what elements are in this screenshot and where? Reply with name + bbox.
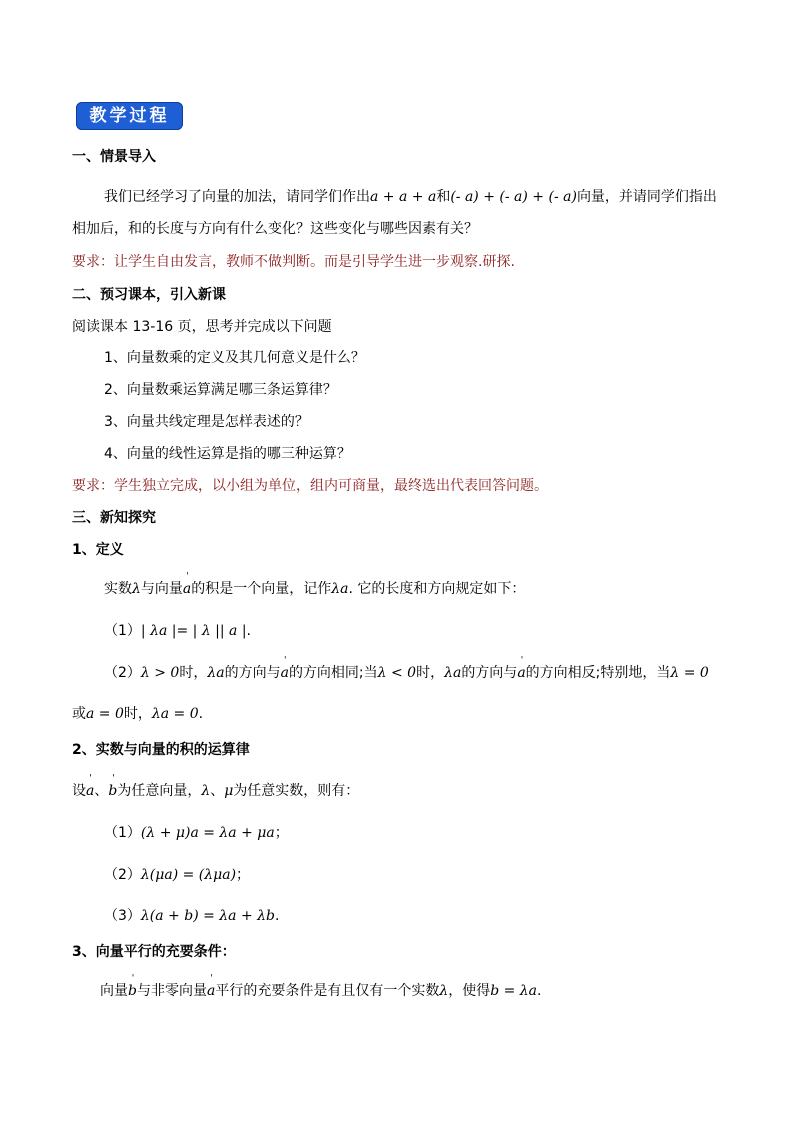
formula-magnitude: | λa |= | λ || a | [140,623,247,639]
subheading-definition: 1、定义 [72,542,124,558]
question-2: 2、向量数乘运算满足哪三条运算律？ [104,382,337,398]
intro-paragraph-line1: 我们已经学习了向量的加法，请同学们作出a + a + a和(- a) + (- a) + (- a)向量，并请同学们指出 [104,189,717,205]
section-heading-1: 一、情景导入 [72,149,156,165]
subheading-laws: 2、实数与向量的积的运算律 [72,742,250,758]
question-3: 3、向量共线定理是怎样表述的？ [104,414,309,430]
requirement-2: 要求：学生独立完成，以小组为单位，组内可商量，最终选出代表回答问题。 [72,478,548,494]
rule-2: （2）λ > 0时，λa的方向与' a的方向相同;当λ < 0时，λa的方向与' a的方向相反;特别地，当λ = 0 [104,662,709,682]
subheading-parallel-condition: 3、向量平行的充要条件： [72,944,236,960]
rule-2-cont: 或a = 0时，λa = 0. [72,706,204,722]
laws-intro: 设' a、' b为任意向量，λ、μ为任意实数，则有： [72,780,359,800]
law-3: （3）λ(a + b) = λa + λb. [104,908,280,924]
intro-paragraph-line2: 相加后，和的长度与方向有什么变化？这些变化与哪些因素有关？ [72,221,478,237]
reading-instruction: 阅读课本 13-16 页，思考并完成以下问题 [72,319,332,335]
rule-1: （1）| λa |= | λ || a |. [104,623,251,639]
definition-sentence: 实数λ与向量' a的积是一个向量，记作λa. 它的长度和方向规定如下： [104,578,525,598]
section-badge: 教学过程 [76,102,183,130]
section-heading-3: 三、新知探究 [72,510,156,526]
section-heading-2: 二、预习课本，引入新课 [72,287,226,303]
parallel-condition: 向量' b与非零向量' a平行的充要条件是有且仅有一个实数λ，使得b = λa. [100,980,541,1000]
question-1: 1、向量数乘的定义及其几何意义是什么？ [104,350,365,366]
expr-sum-a: a + a + a [370,189,437,205]
law-2: （2）λ(μa) = (λμa)； [104,867,251,883]
requirement-1: 要求：让学生自由发言，教师不做判断。而是引导学生进一步观察.研探. [72,254,515,270]
question-4: 4、向量的线性运算是指的哪三种运算？ [104,446,351,462]
expr-sum-neg-a: (- a) + (- a) + (- a) [450,189,577,205]
law-1: （1）(λ + μ)a = λa + μa； [104,825,289,841]
